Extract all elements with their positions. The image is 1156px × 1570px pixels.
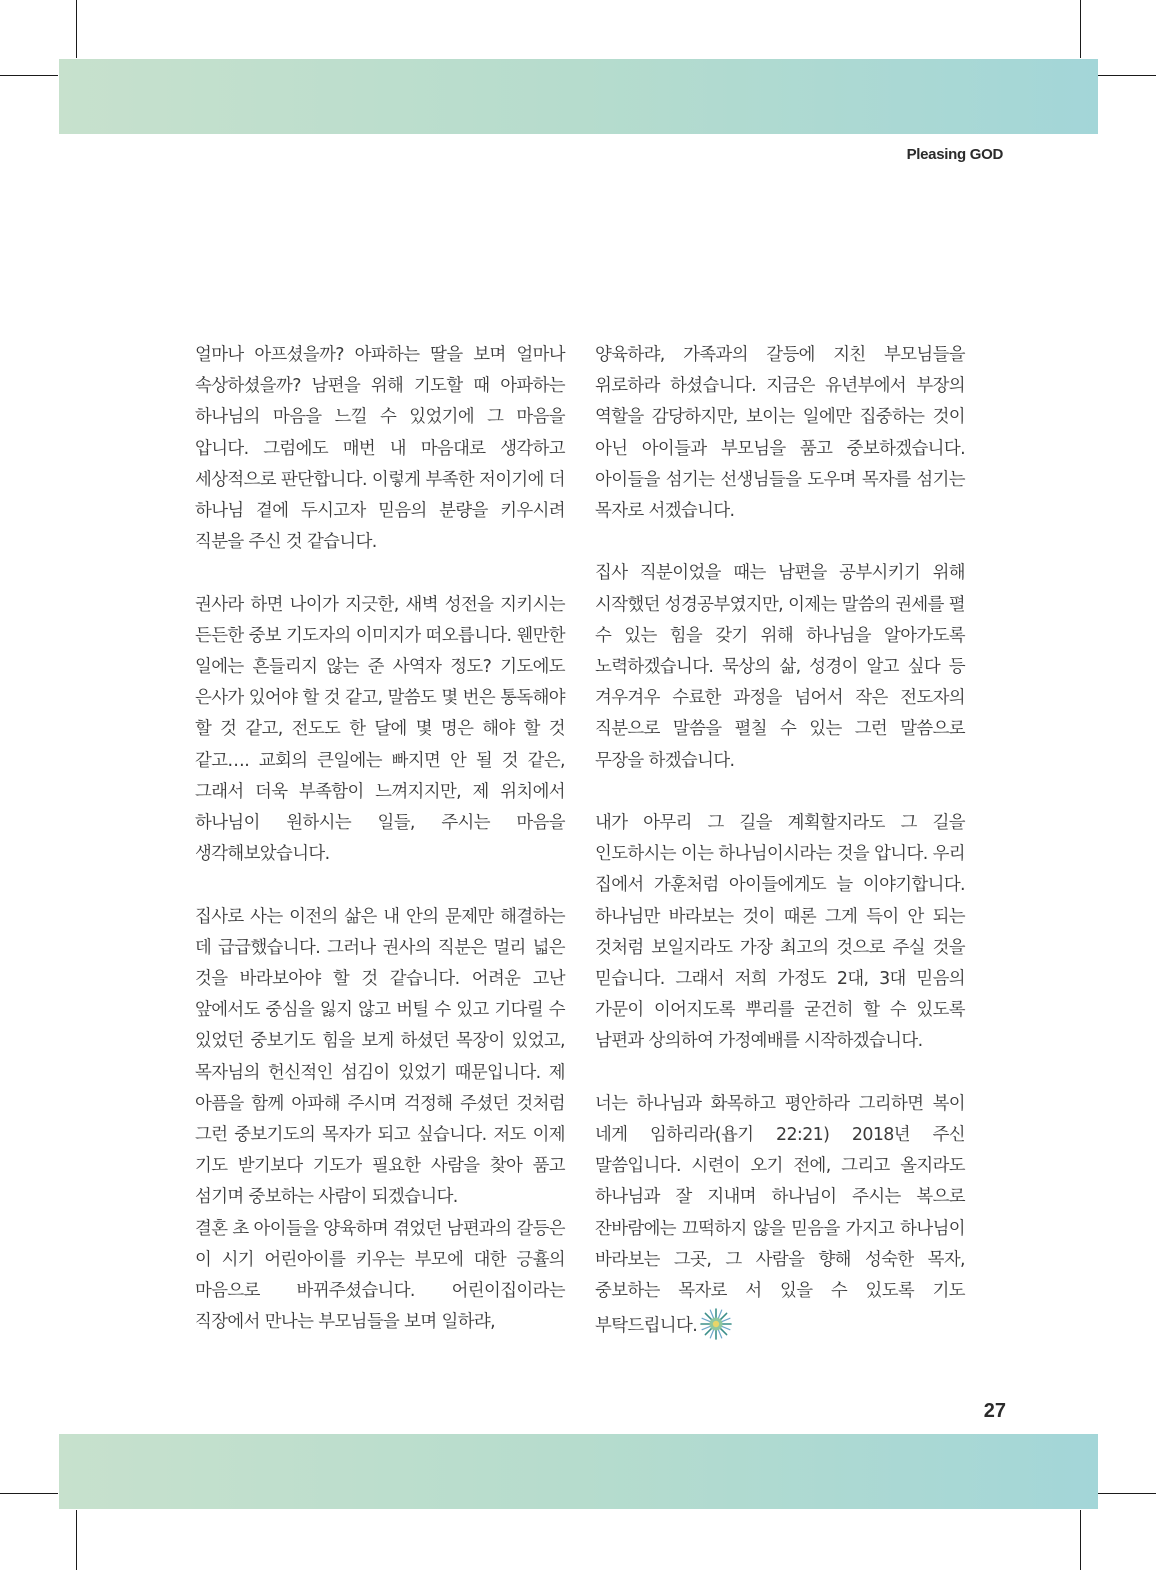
closing-paragraph [595,1089,965,1343]
crop-mark-bottom-left-vertical [76,1510,77,1570]
running-header: Pleasing GOD [906,146,1003,163]
closing-text: 너는 하나님과 화목하고 평안하라 그리하면 복이 네게 임하리라(욥기 22:21) 2018년 주신 말씀입니다. 시련이 오기 전에, 그리고 올지라도 하나님과 잘 지내며 하나님이 주시는 복으로 잔바람에는 끄떡하지 않을 믿음을 가지고 하나님이 바라보는 그곳, 그 사람을 향해 성숙한 목자, 중보하는 목자로 서 있을 수 있도록 기도 부탁드립니다. [595,1093,965,1337]
crop-mark-bottom-left-horizontal [0,1493,58,1494]
paragraph: 양육하랴, 가족과의 갈등에 지친 부모님들을 위로하라 하셨습니다. 지금은 유년부에서 부장의 역할을 감당하지만, 보이는 일에만 집중하는 것이 아닌 아이들과 부모님을 품고 중보하겠습니다. 아이들을 섬기는 선생님들을 도우며 목자를 섬기는 목자로 서겠습니다. [595,345,965,522]
page-number: 27 [983,1400,1006,1422]
crop-mark-top-left-horizontal [0,75,58,76]
paragraph: 얼마나 아프셨을까? 아파하는 딸을 보며 얼마나 속상하셨을까? 남편을 위해 기도할 때 아파하는 하나님의 마음을 느낄 수 있었기에 그 마음을 압니다. 그럼에도 매번 내 마음대로 생각하고 세상적으로 판단합니다. 이렇게 부족한 저이기에 더 하나님 곁에 두시고자 믿음의 분량을 키우시려 직분을 주신 것 같습니다. [195,345,565,553]
paragraph: 집사 직분이었을 때는 남편을 공부시키기 위해 시작했던 성경공부였지만, 이제는 말씀의 권세를 펼 수 있는 힘을 갖기 위해 하나님을 알아가도록 노력하겠습니다. 묵상의 삶, 성경이 알고 싶다 등 겨우겨우 수료한 과정을 넘어서 작은 전도자의 직분으로 말씀을 펼칠 수 있는 그런 말씀으로 무장을 하겠습니다. [595,563,965,771]
crop-mark-bottom-right-vertical [1080,1510,1081,1570]
article-column-left [195,340,565,1338]
header-band [59,59,1098,134]
paragraph: 집사로 사는 이전의 삶은 내 안의 문제만 해결하는 데 급급했습니다. 그러나 권사의 직분은 멀리 넓은 것을 바라보아야 할 것 같습니다. 어려운 고난 앞에서도 중심을 잃지 않고 버틸 수 있고 기다릴 수 있었던 중보기도 힘을 보게 하셨던 목장이 있었고, 목자님의 헌신적인 섬김이 있었기 때문입니다. 제 아픔을 함께 아파해 주시며 걱정해 주셨던 것처럼 그런 중보기도의 목자가 되고 싶습니다. 저도 이제 기도 받기보다 기도가 필요한 사람을 찾아 품고 섬기며 중보하는 사람이 되겠습니다. [195,906,565,1208]
crop-mark-top-right-horizontal [1098,75,1156,76]
paragraph: 권사라 하면 나이가 지긋한, 새벽 성전을 지키시는 든든한 중보 기도자의 이미지가 떠오릅니다. 웬만한 일에는 흔들리지 않는 준 사역자 정도? 기도에도 은사가 있어야 할 것 같고, 말씀도 몇 번은 통독해야 할 것 같고, 전도도 한 달에 몇 명은 해야 할 것 같고…. 교회의 큰일에는 빠지면 안 될 것 같은, 그래서 더욱 부족함이 느껴지지만, 제 위치에서 하나님이 원하시는 일들, 주시는 마음을 생각해보았습니다. [195,594,565,865]
paragraph: 내가 아무리 그 길을 계획할지라도 그 길을 인도하시는 이는 하나님이시라는 것을 압니다. 우리 집에서 가훈처럼 아이들에게도 늘 이야기합니다. 하나님만 바라보는 것이 때론 그게 득이 안 되는 것처럼 보일지라도 가장 최고의 것으로 주실 것을 믿습니다. 그래서 저희 가정도 2대, 3대 믿음의 가문이 이어지도록 뿌리를 굳건히 할 수 있도록 남편과 상의하여 가정예배를 시작하겠습니다. [595,813,965,1052]
flower-ornament-icon [699,1307,733,1341]
article-column-right [595,340,965,1342]
crop-mark-bottom-right-horizontal [1098,1493,1156,1494]
crop-mark-top-left-vertical [76,0,77,58]
footer-band [59,1434,1098,1509]
paragraph: 결혼 초 아이들을 양육하며 겪었던 남편과의 갈등은 이 시기 어린아이를 키우는 부모에 대한 긍휼의 마음으로 바뀌주셨습니다. 어린이집이라는 직장에서 만나는 부모님들을 보며 일하랴, [195,1218,565,1333]
crop-mark-top-right-vertical [1080,0,1081,58]
